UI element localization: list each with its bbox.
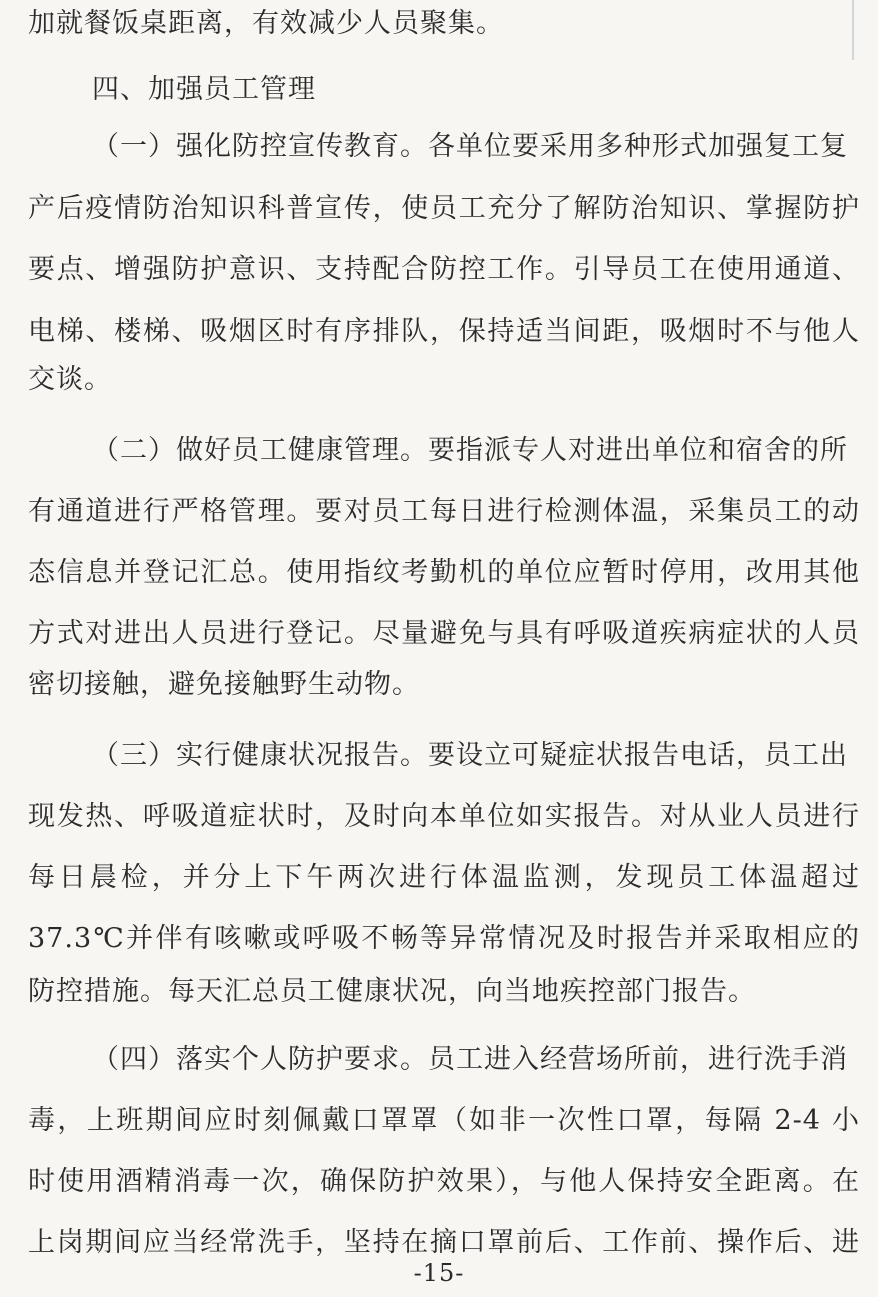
paragraph-2-line-5: 密切接触，避免接触野生动物。 bbox=[28, 669, 420, 700]
paragraph-4-line-1: （四）落实个人防护要求。员工进入经营场所前，进行洗手消 bbox=[92, 1044, 848, 1075]
paragraph-4-line-3: 时使用酒精消毒一次，确保防护效果），与他人保持安全距离。在 bbox=[28, 1166, 860, 1197]
section-heading: 四、加强员工管理 bbox=[92, 74, 316, 105]
paragraph-1-line-5: 交谈。 bbox=[28, 364, 112, 395]
paragraph-2-line-3: 态信息并登记汇总。使用指纹考勤机的单位应暂时停用，改用其他 bbox=[28, 557, 860, 588]
paragraph-3-line-2: 现发热、呼吸道症状时，及时向本单位如实报告。对从业人员进行 bbox=[28, 801, 860, 832]
paragraph-1-line-3: 要点、增强防护意识、支持配合防控工作。引导员工在使用通道、 bbox=[28, 254, 860, 285]
paragraph-1-line-4: 电梯、楼梯、吸烟区时有序排队，保持适当间距，吸烟时不与他人 bbox=[28, 316, 860, 347]
paragraph-3-line-4: 37.3℃并伴有咳嗽或呼吸不畅等异常情况及时报告并采取相应的 bbox=[28, 923, 860, 954]
paragraph-2-line-2: 有通道进行严格管理。要对员工每日进行检测体温，采集员工的动 bbox=[28, 496, 860, 527]
paragraph-3-line-1: （三）实行健康状况报告。要设立可疑症状报告电话，员工出 bbox=[92, 740, 848, 771]
paragraph-2-line-1: （二）做好员工健康管理。要指派专人对进出单位和宿舍的所 bbox=[92, 435, 848, 466]
page-number: -15- bbox=[413, 1259, 465, 1287]
paragraph-1-line-2: 产后疫情防治知识科普宣传，使员工充分了解防治知识、掌握防护 bbox=[28, 193, 860, 224]
paragraph-4-line-2: 毒，上班期间应时刻佩戴口罩罩（如非一次性口罩，每隔 2-4 小 bbox=[28, 1105, 860, 1136]
paragraph-3-line-5: 防控措施。每天汇总员工健康状况，向当地疾控部门报告。 bbox=[28, 976, 756, 1007]
paragraph-1-line-1: （一）强化防控宣传教育。各单位要采用多种形式加强复工复 bbox=[92, 131, 848, 162]
text-line-1: 加就餐饭桌距离，有效减少人员聚集。 bbox=[28, 8, 504, 39]
paragraph-2-line-4: 方式对进出人员进行登记。尽量避免与具有呼吸道疾病症状的人员 bbox=[28, 618, 860, 649]
paragraph-4-line-4: 上岗期间应当经常洗手，坚持在摘口罩前后、工作前、操作后、进 bbox=[28, 1227, 860, 1258]
paragraph-3-line-3: 每日晨检，并分上下午两次进行体温监测，发现员工体温超过 bbox=[28, 862, 860, 893]
